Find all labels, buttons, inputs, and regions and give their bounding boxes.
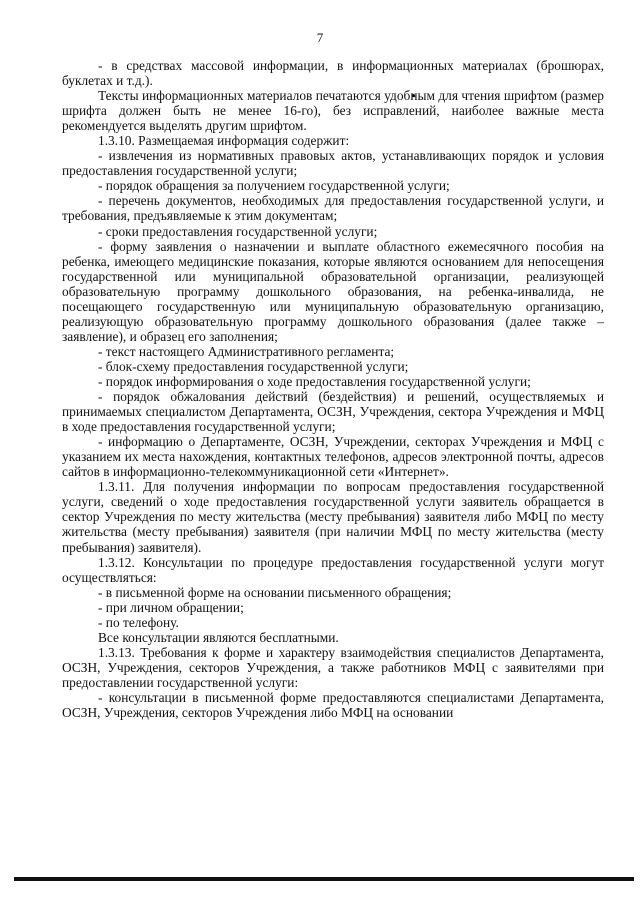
list-item: - консультации в письменной форме предоставляются специалистами Департамента, ОСЗН, Учреждения, секторов Учреждения либо МФЦ на основании — [62, 689, 604, 721]
list-item: - по телефону. — [98, 614, 179, 630]
list-item: - информацию о Департаменте, ОСЗН, Учреждении, секторах Учреждения и МФЦ с указанием их места нахождения, контактных телефонов, адресов электронной почты, адресов сайтов в информационно-телекоммуникационной сети «Интернет». — [62, 434, 604, 480]
paragraph: Тексты информационных материалов печатаются удобным для чтения шрифтом (размер шрифта должен быть не менее 16-го), без исправлений, наиболее важные места рекомендуется выделять другим шрифтом. — [62, 88, 604, 134]
list-item: - порядок информирования о ходе предоставления государственной услуги; — [98, 373, 531, 389]
section-1-3-13: 1.3.13. Требования к форме и характеру взаимодействия специалистов Департамента, ОСЗН, Учреждения, секторов Учреждения, а также работников МФЦ с заявителями при предоставлении государственной услуги: — [62, 644, 604, 690]
document-body — [62, 58, 604, 720]
paragraph: - в средствах массовой информации, в информационных материалах (брошюрах, буклетах и т.д.). — [62, 58, 604, 89]
list-item: - извлечения из нормативных правовых актов, устанавливающих порядок и условия предоставления государственной услуги; — [62, 148, 604, 179]
section-1-3-11: 1.3.11. Для получения информации по вопросам предоставления государственной услуги, сведений о ходе предоставления государственной услуги заявитель обращается в сектор Учреждения по месту жительства (месту пребывания) заявителя либо МФЦ по месту жительства (месту пребывания) заявителя (при наличии МФЦ по месту жительства (месту пребывания) заявителя). — [62, 479, 604, 555]
section-heading-1-3-10: 1.3.10. Размещаемая информация содержит: — [98, 133, 350, 149]
list-item: - сроки предоставления государственной услуги; — [98, 223, 378, 239]
list-item: - при личном обращении; — [98, 599, 244, 615]
bottom-scan-border — [14, 877, 634, 881]
list-item: - порядок обжалования действий (бездействия) и решений, осуществляемых и принимаемых специалистом Департамента, ОСЗН, Учреждения, сектора Учреждения и МФЦ в ходе предоставления государственной услуги; — [62, 389, 604, 435]
paragraph: Все консультации являются бесплатными. — [98, 629, 339, 645]
list-item: - порядок обращения за получением государственной услуги; — [98, 178, 450, 194]
section-1-3-12: 1.3.12. Консультации по процедуре предоставления государственной услуги могут осуществляться: — [62, 554, 604, 585]
list-item: - блок-схему предоставления государственной услуги; — [98, 358, 409, 374]
list-item: - в письменной форме на основании письменного обращения; — [98, 584, 452, 600]
list-item: - форму заявления о назначении и выплате областного ежемесячного пособия на ребенка, имеющего медицинские показания, которые являются основанием для непосещения государственной или муниципальной образовательной организации, реализующей образовательную программу дошкольного образования, на ребенка-инвалида, не посещающего государственную или муниципальную образовательную организацию, реализующую образовательную программу дошкольного образования (далее также – заявление), и образец его заполнения; — [62, 238, 604, 344]
list-item: - текст настоящего Административного регламента; — [98, 343, 395, 359]
list-item: - перечень документов, необходимых для предоставления государственной услуги, и требования, предъявляемые к этим документам; — [62, 193, 604, 224]
page-number: 7 — [316, 30, 324, 45]
